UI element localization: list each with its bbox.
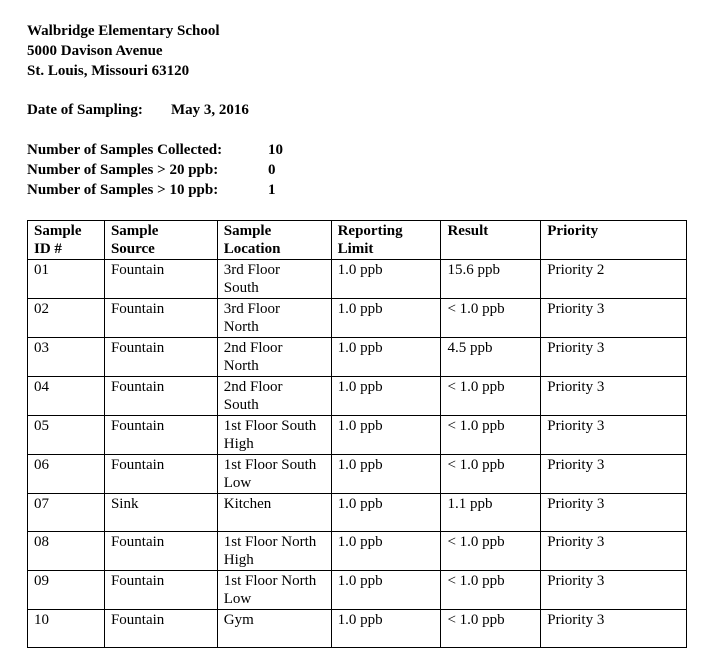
count-value: 1: [268, 182, 276, 198]
table-row: [28, 260, 687, 299]
cell-priority: Priority 3: [541, 377, 687, 416]
cell-priority: Priority 3: [541, 571, 687, 610]
cell-reporting-limit: 1.0 ppb: [331, 494, 441, 532]
count-label: Number of Samples > 10 ppb:: [27, 182, 219, 198]
cell-result: < 1.0 ppb: [441, 571, 541, 610]
count-value: 10: [268, 142, 283, 158]
count-label: Number of Samples > 20 ppb:: [27, 162, 219, 178]
count-row: [27, 140, 283, 160]
table-row: [28, 338, 687, 377]
cell-reporting-limit: 1.0 ppb: [331, 610, 441, 648]
cell-sample-source: Fountain: [104, 571, 217, 610]
cell-reporting-limit: 1.0 ppb: [331, 377, 441, 416]
cell-result: < 1.0 ppb: [441, 610, 541, 648]
cell-sample-location: 3rd Floor South: [217, 260, 331, 299]
sampling-date-value: May 3, 2016: [171, 102, 249, 118]
cell-priority: Priority 3: [541, 416, 687, 455]
sampling-date-line: [27, 100, 249, 120]
cell-reporting-limit: 1.0 ppb: [331, 299, 441, 338]
cell-sample-id: 10: [28, 610, 105, 648]
table-row: [28, 571, 687, 610]
cell-priority: Priority 3: [541, 338, 687, 377]
sample-counts: [27, 140, 283, 200]
school-name: Walbridge Elementary School: [27, 23, 220, 39]
cell-sample-source: Fountain: [104, 299, 217, 338]
cell-sample-id: 05: [28, 416, 105, 455]
cell-priority: Priority 3: [541, 610, 687, 648]
count-row: [27, 160, 283, 180]
header-sample-source: Sample Source: [104, 221, 217, 260]
count-value: 0: [268, 162, 276, 178]
table-row: [28, 532, 687, 571]
cell-sample-source: Fountain: [104, 338, 217, 377]
cell-result: < 1.0 ppb: [441, 455, 541, 494]
count-row: [27, 180, 283, 200]
cell-priority: Priority 2: [541, 260, 687, 299]
cell-result: < 1.0 ppb: [441, 416, 541, 455]
cell-reporting-limit: 1.0 ppb: [331, 416, 441, 455]
cell-result: 15.6 ppb: [441, 260, 541, 299]
cell-sample-id: 01: [28, 260, 105, 299]
table-row: [28, 610, 687, 648]
samples-table: [27, 220, 687, 648]
cell-sample-source: Sink: [104, 494, 217, 532]
cell-sample-source: Fountain: [104, 532, 217, 571]
cell-sample-id: 08: [28, 532, 105, 571]
table-body: [28, 260, 687, 648]
cell-sample-id: 02: [28, 299, 105, 338]
cell-sample-id: 04: [28, 377, 105, 416]
cell-result: < 1.0 ppb: [441, 299, 541, 338]
cell-sample-location: 3rd Floor North: [217, 299, 331, 338]
cell-reporting-limit: 1.0 ppb: [331, 532, 441, 571]
cell-sample-source: Fountain: [104, 377, 217, 416]
cell-sample-location: Gym: [217, 610, 331, 648]
header-result: Result: [441, 221, 541, 260]
header-sample-location: Sample Location: [217, 221, 331, 260]
header-reporting-limit: Reporting Limit: [331, 221, 441, 260]
header-priority: Priority: [541, 221, 687, 260]
cell-priority: Priority 3: [541, 494, 687, 532]
cell-sample-location: 1st Floor North Low: [217, 571, 331, 610]
cell-sample-location: 1st Floor North High: [217, 532, 331, 571]
table-row: [28, 416, 687, 455]
cell-result: 1.1 ppb: [441, 494, 541, 532]
cell-result: < 1.0 ppb: [441, 532, 541, 571]
cell-sample-location: 1st Floor South Low: [217, 455, 331, 494]
cell-sample-location: Kitchen: [217, 494, 331, 532]
cell-reporting-limit: 1.0 ppb: [331, 571, 441, 610]
cell-sample-id: 03: [28, 338, 105, 377]
table-header-row: [28, 221, 687, 260]
cell-sample-source: Fountain: [104, 610, 217, 648]
cell-reporting-limit: 1.0 ppb: [331, 455, 441, 494]
cell-sample-id: 06: [28, 455, 105, 494]
school-street: 5000 Davison Avenue: [27, 43, 163, 59]
sampling-date-label: Date of Sampling:: [27, 102, 143, 118]
school-address-block: [27, 21, 220, 81]
cell-sample-id: 07: [28, 494, 105, 532]
cell-sample-source: Fountain: [104, 416, 217, 455]
cell-sample-location: 2nd Floor North: [217, 338, 331, 377]
cell-priority: Priority 3: [541, 455, 687, 494]
table-row: [28, 377, 687, 416]
cell-result: 4.5 ppb: [441, 338, 541, 377]
cell-sample-id: 09: [28, 571, 105, 610]
table-row: [28, 494, 687, 532]
cell-reporting-limit: 1.0 ppb: [331, 260, 441, 299]
cell-result: < 1.0 ppb: [441, 377, 541, 416]
cell-sample-source: Fountain: [104, 260, 217, 299]
count-label: Number of Samples Collected:: [27, 142, 223, 158]
cell-sample-location: 2nd Floor South: [217, 377, 331, 416]
cell-sample-source: Fountain: [104, 455, 217, 494]
header-sample-id: Sample ID #: [28, 221, 105, 260]
cell-priority: Priority 3: [541, 299, 687, 338]
cell-sample-location: 1st Floor South High: [217, 416, 331, 455]
cell-reporting-limit: 1.0 ppb: [331, 338, 441, 377]
table-row: [28, 455, 687, 494]
cell-priority: Priority 3: [541, 532, 687, 571]
table-row: [28, 299, 687, 338]
school-city: St. Louis, Missouri 63120: [27, 63, 190, 79]
